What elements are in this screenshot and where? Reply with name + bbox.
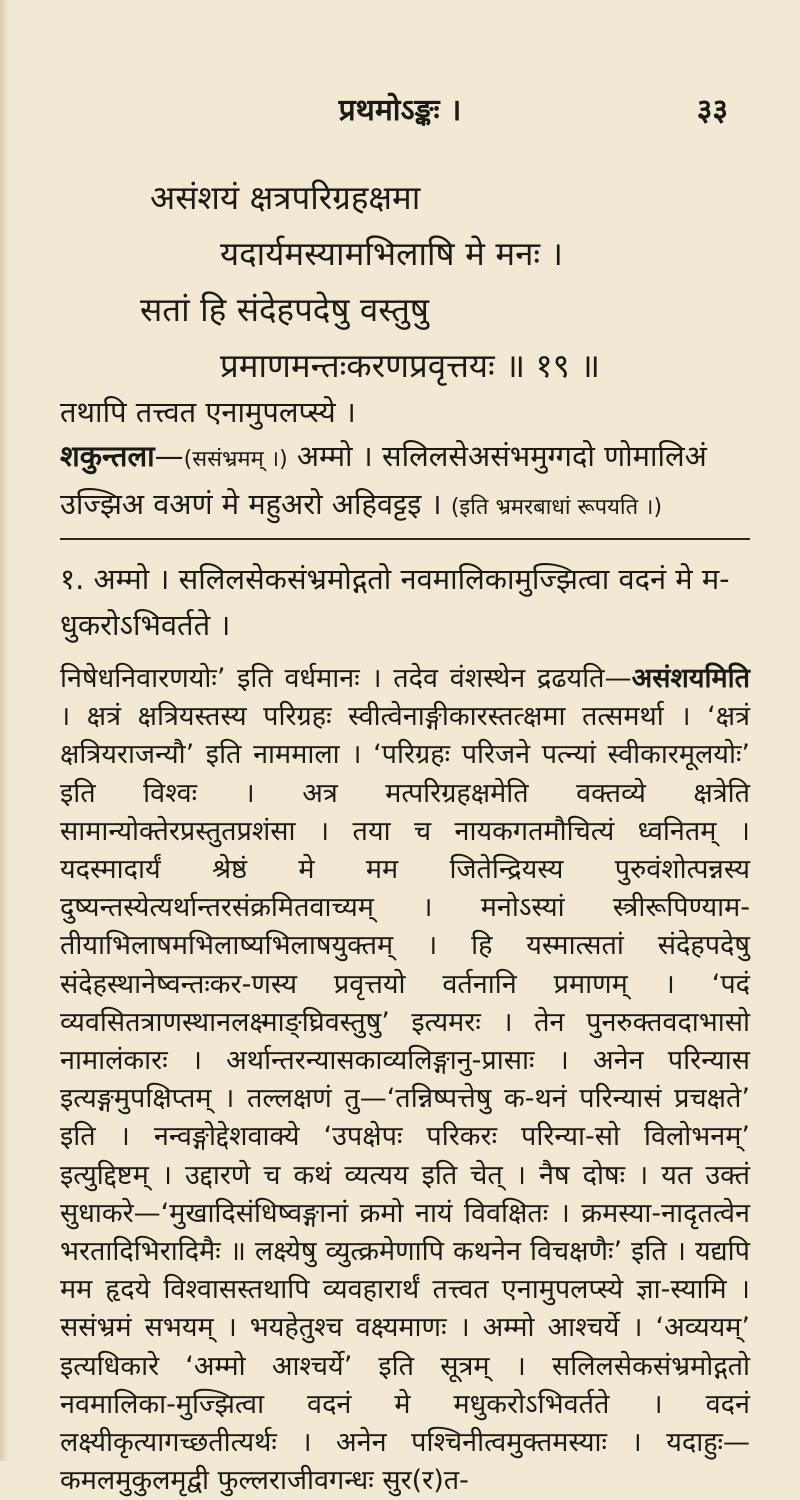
running-head: प्रथमोऽङ्कः । (338, 93, 462, 128)
verse-block (140, 170, 700, 394)
verse-line: असंशयं क्षत्रपरिग्रहक्षमा (150, 178, 421, 217)
commentary-block (60, 660, 750, 1500)
commentary-text: निषेधनिवारणयोः’ इति वर्धमानः । तदेव वंशस्थेन द्रढयति— (60, 663, 632, 694)
page-spine-shadow (0, 0, 8, 1461)
speaker-name: शकुन्तला (60, 439, 155, 473)
page-number: ३३ (696, 93, 728, 128)
prose-line: तथापि तत्त्वत एनामुपलप्स्ये । (60, 395, 356, 429)
page-header (60, 88, 740, 128)
footnote-rule (60, 538, 750, 546)
dialogue-block (60, 390, 750, 530)
footnote (60, 556, 750, 648)
verse-line: प्रमाणमन्तःकरणप्रवृत्तयः ॥ १९ ॥ (220, 346, 601, 385)
divider (60, 538, 750, 540)
footnote-text: अम्मो । सलिलसेकसंभ्रमोद्गतो नवमालिकामुज्झित्वा वदनं मे म-धुकरोऽभिवर्तते । (60, 562, 730, 642)
footnote-number: १. (60, 562, 85, 596)
speech-paragraph: शकुन्तला—(ससंभ्रमम् ।) अम्मो । सलिलसेअसंभमुग्गदो णोमालिअं उज्झिअ वअणं मे महुअरो अहिवट्टइ । (इति भ्रमरबाधां रूपयति ।) (60, 439, 707, 521)
stage-direction: (ससंभ्रमम् ।) (183, 447, 288, 472)
stage-direction: (इति भ्रमरबाधां रूपयति ।) (450, 495, 663, 520)
lemma-highlight: असंशयमिति (631, 663, 750, 694)
speech-text: अम्मो । सलिलसेअसंभमुग्गदो णोमालिअं उज्झिअ वअणं मे महुअरो अहिवट्टइ । (60, 439, 707, 521)
commentary-text: । क्षत्रं क्षत्रियस्तस्य परिग्रहः स्वीत्वेनाङ्गीकारस्तत्क्षमा तत्समर्था । ‘क्षत्रं क्षत्रियराजन्यौ’ इति नाममाला । ‘परिग्रहः परिजने पत्न्यां स्वीकारमूलयोः’ इति विश्वः । अत्र मत्परिग्रहक्षमेति वक्तव्ये क्षत्रेति सामान्योक्तेरप्रस्तुतप्रशंसा । तया च नायकगतमौचित्यं ध्वनितम् । यदस्मादार्यं श्रेष्ठं मे मम जितेन्द्रियस्य पुरुवंशोत्पन्नस्य दुष्यन्तस्येत्यर्थान्तरसंक्रमितवाच्यम् । मनोऽस्यां स्त्रीरूपिण्याम-तीयाभिलाषमभिलाष्यभिलाषयुक्तम् । हि यस्मात्सतां संदेहपदेषु संदेहस्थानेष्वन्तःकर-णस्य प्रवृत्तयो वर्तनानि प्रमाणम् । ‘पदं व्यवसितत्राणस्थानलक्ष्माङ्घ्रिवस्तुषु’ इत्यमरः । तेन पुनरुक्तवदाभासो नामालंकारः । अर्थान्तरन्यासकाव्यलिङ्गानु-प्रासाः । अनेन परिन्यास इत्यङ्गमुपक्षिप्तम् । तल्लक्षणं तु—‘तन्निष्पत्तेषु क-थनं परिन्यासं प्रचक्षते’ इति । नन्वङ्गोद्देशवाक्ये ‘उपक्षेपः परिकरः परिन्या-सो विलोभनम्’ इत्युद्दिष्टम् । उद्दारणे च कथं व्यत्यय इति चेत् । नैष दोषः । यत उक्तं सुधाकरे—‘मुखादिसंधिष्वङ्गानां क्रमो नायं विवक्षितः । क्रमस्या-नादृतत्वेन भरतादिभिरादिमैः ॥ लक्ष्येषु व्युत्क्रमेणापि कथनेन विचक्षणैः’ इति । यद्यपि मम हृदये विश्वासस्तथापि व्यवहारार्थं तत्त्वत एनामुपलप्स्ये ज्ञा-स्यामि । ससंभ्रमं सभयम् । भयहेतुश्च वक्ष्यमाणः । अम्मो आश्चर्ये । ‘अव्ययम्’ इत्यधिकारे ‘अम्मो आश्चर्ये’ इति सूत्रम् । सलिलसेकसंभ्रमोद्गतो नवमालिका-मुज्झित्वा वदनं मे मधुकरोऽभिवर्तते । वदनं लक्ष्यीकृत्यागच्छतीत्यर्थः । अनेन पश्चिनीत्वमुक्तमस्याः । यदाहुः—कमलमुकुलमृद्वी फुल्लराजीवगन्धः सुर(र)त- (60, 701, 750, 1497)
verse-line: यदार्यमस्यामभिलाषि मे मनः । (220, 234, 564, 273)
verse-line: सतां हि संदेहपदेषु वस्तुषु (140, 290, 429, 329)
